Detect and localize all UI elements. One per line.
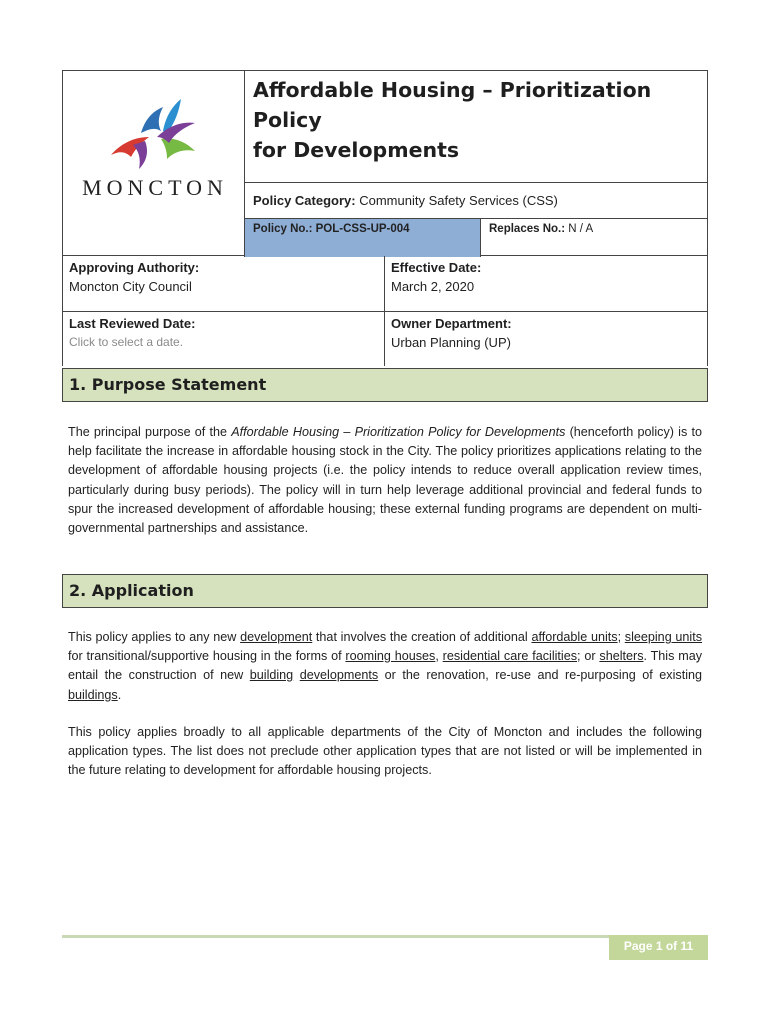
page-number-badge: Page 1 of 11 <box>609 935 708 960</box>
policy-name-italic: Affordable Housing – Prioritization Policy for Developments <box>231 425 566 439</box>
app-text: ; <box>617 630 625 644</box>
term-link-rooming-houses[interactable]: rooming houses <box>345 649 436 664</box>
policy-info-table <box>62 256 708 366</box>
purpose-text-end: (henceforth policy) is to help facilitate the increase in affordable housing stock in the City. The policy prioritizes applications relating to the development of affordable housing projects (i.e. the policy intends to reduce overall application review times, particularly during busy periods). The policy will in turn help leverage additional provincial and federal funds to spur the increased development of affordable housing; these external funding programs are dependent on multi-governmental partnerships and assistance. <box>68 425 702 536</box>
replaces-value: N / A <box>568 223 594 235</box>
effective-date <box>385 256 707 312</box>
policy-category-value: Community Safety Services (CSS) <box>359 193 558 208</box>
app-text: ; or <box>577 649 600 664</box>
term-link-residential-care-facilities[interactable]: residential care facilities <box>442 649 578 664</box>
purpose-paragraph <box>68 423 702 538</box>
app-text: or the renovation, re-use and re-purposing of existing <box>378 668 702 683</box>
logo-cell <box>63 71 245 257</box>
policy-title-line-1: Affordable Housing – Prioritization Policy <box>253 78 652 132</box>
last-reviewed-label: Last Reviewed Date: <box>69 316 196 331</box>
org-wordmark: MONCTON <box>82 175 228 200</box>
policy-category-label: Policy Category: <box>253 193 356 208</box>
moncton-logo-icon <box>101 93 211 173</box>
term-link-building[interactable]: building <box>249 668 294 683</box>
policy-title <box>253 75 699 165</box>
app-text: , <box>435 649 443 664</box>
app-text: . <box>117 687 122 702</box>
policy-number-value: POL-CSS-UP-004 <box>315 223 410 235</box>
app-text: for transitional/supportive housing in the forms of <box>68 649 346 664</box>
application-paragraph-1 <box>68 628 702 705</box>
effective-date-label: Effective Date: <box>391 260 482 275</box>
policy-number-label: Policy No.: <box>253 223 313 235</box>
term-link-affordable-units[interactable]: affordable units <box>531 630 618 644</box>
term-link-sleeping-units[interactable]: sleeping units <box>624 630 703 644</box>
replaces-number <box>481 219 707 257</box>
app-text: This policy applies to any new <box>68 630 241 644</box>
app-text: . This may entail the construction of new <box>68 649 703 683</box>
policy-title-line-2: for Developments <box>253 138 460 162</box>
app-text: that involves the creation of additional <box>312 630 532 644</box>
policy-number <box>245 219 481 257</box>
policy-category <box>245 183 707 219</box>
section-heading-purpose: 1. Purpose Statement <box>62 368 708 402</box>
term-link-developments[interactable]: developments <box>299 668 379 683</box>
last-reviewed-date <box>63 312 385 366</box>
section-heading-application: 2. Application <box>62 574 708 608</box>
term-link-development[interactable]: development <box>240 630 313 644</box>
owner-department <box>385 312 707 366</box>
term-link-buildings[interactable]: buildings <box>68 687 118 702</box>
approving-authority <box>63 256 385 312</box>
last-reviewed-date-picker[interactable]: Click to select a date. <box>69 335 184 349</box>
approving-authority-label: Approving Authority: <box>69 260 200 275</box>
owner-department-label: Owner Department: <box>391 316 512 331</box>
term-link-shelters[interactable]: shelters <box>599 649 644 664</box>
owner-department-value: Urban Planning (UP) <box>391 335 511 350</box>
policy-header-table <box>62 70 708 256</box>
title-cell <box>245 71 707 183</box>
application-paragraph-2: This policy applies broadly to all applicable departments of the City of Moncton and includes the following application types. The list does not preclude other application types that are not listed or will be implemented in the future relating to development for affordable housing projects. <box>68 725 702 778</box>
replaces-label: Replaces No.: <box>489 223 566 235</box>
effective-date-value: March 2, 2020 <box>391 279 475 294</box>
approving-authority-value: Moncton City Council <box>69 279 192 294</box>
purpose-text-start: The principal purpose of the <box>68 425 232 439</box>
